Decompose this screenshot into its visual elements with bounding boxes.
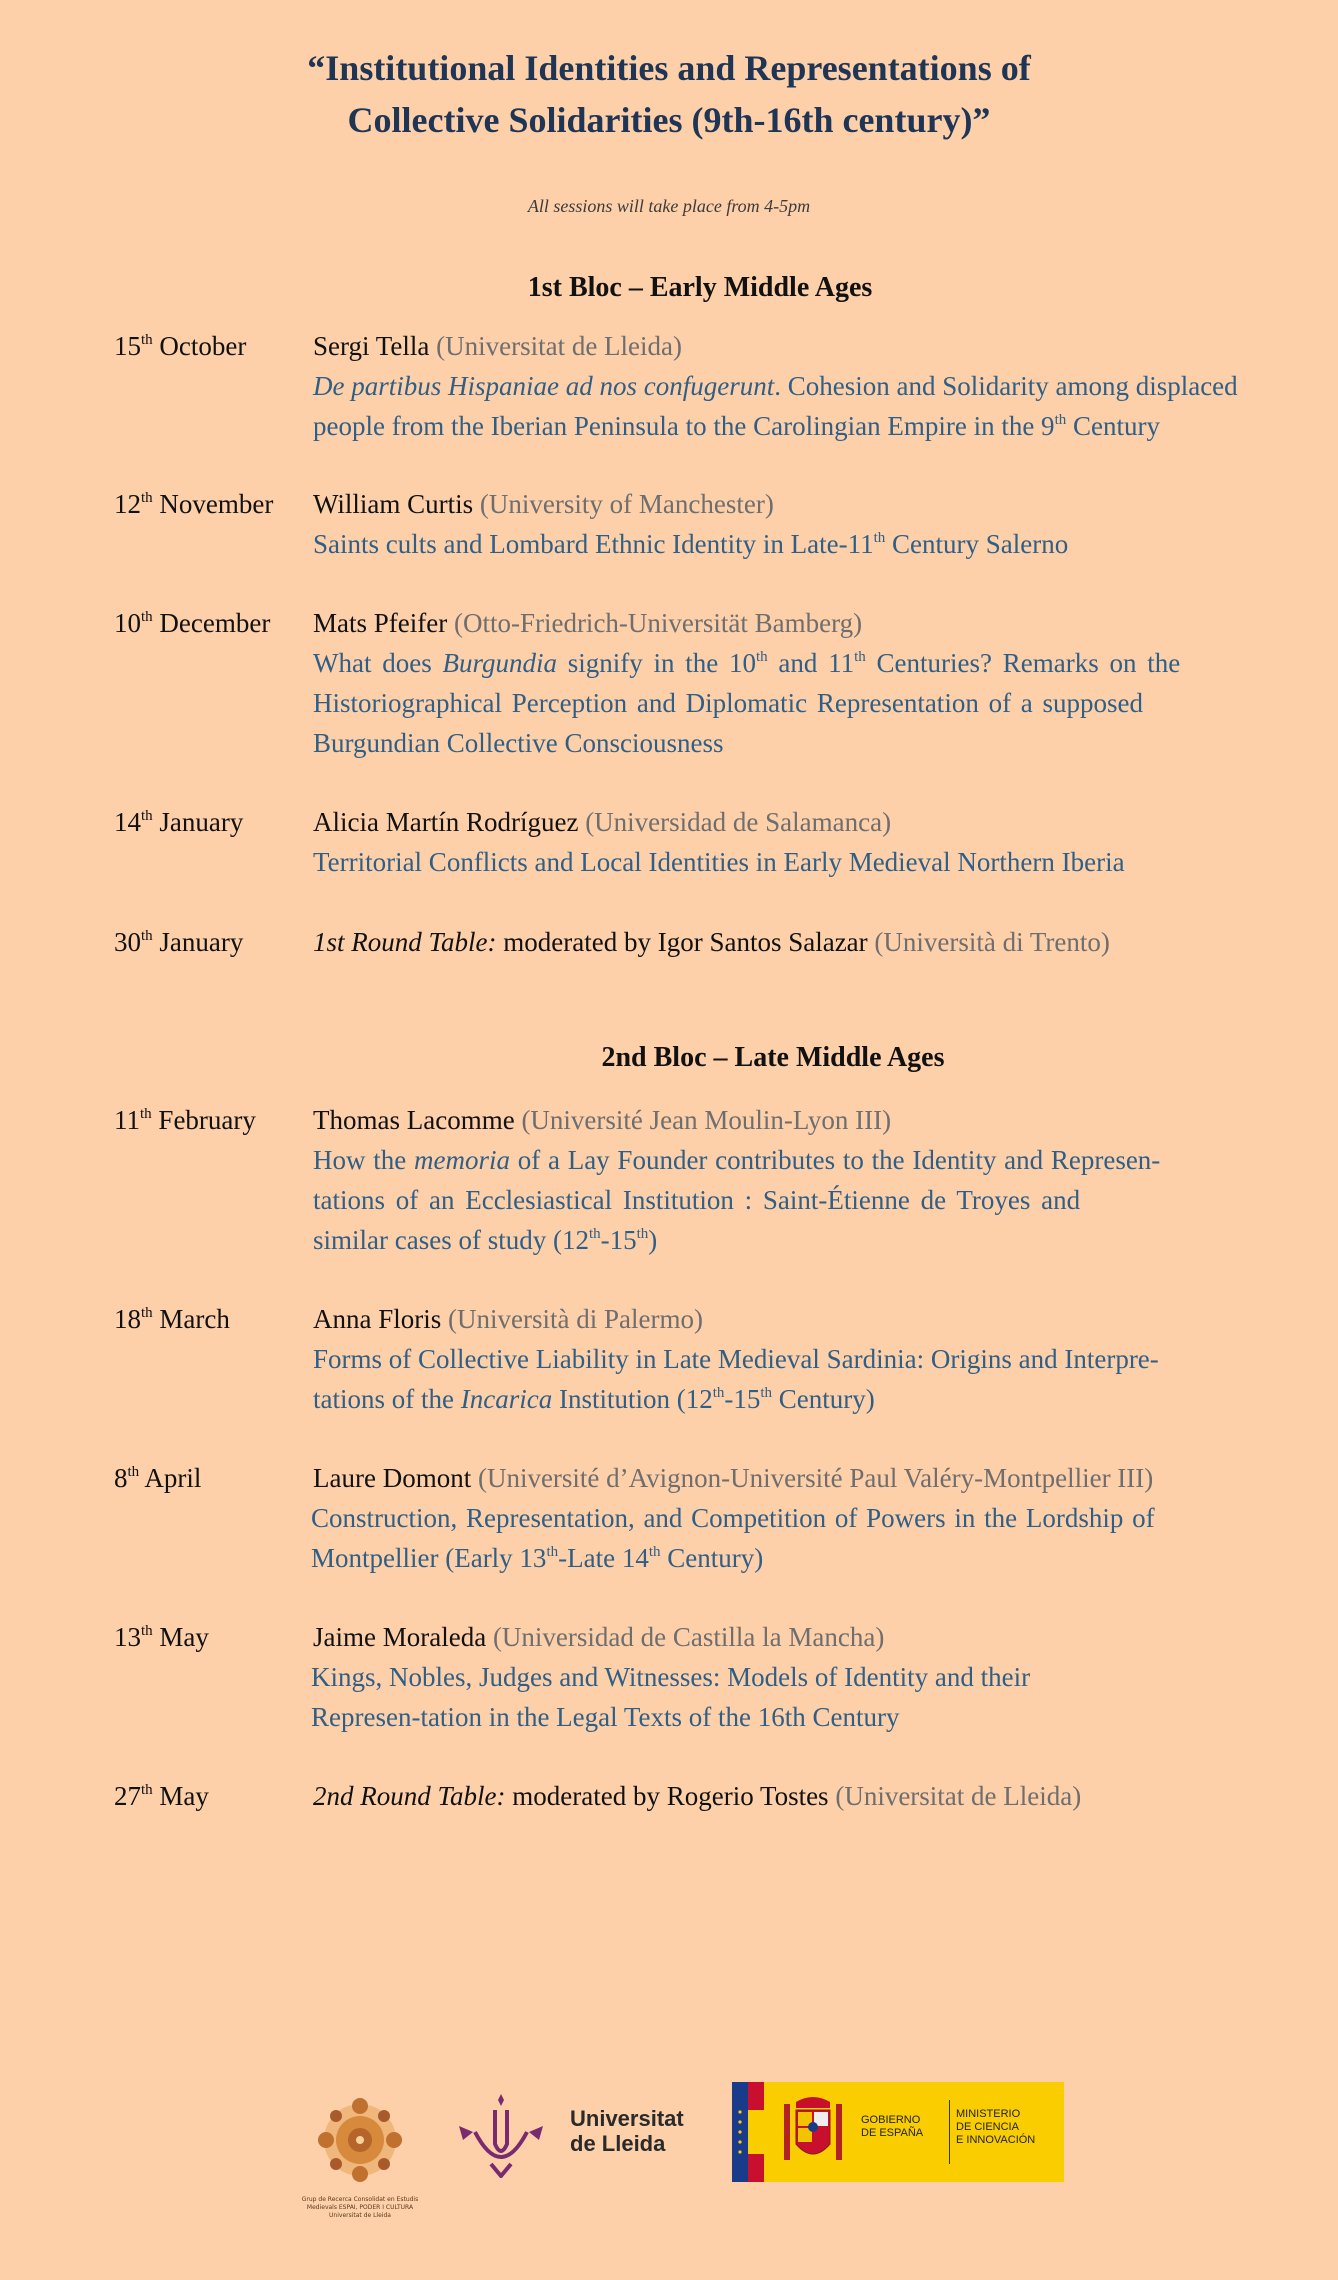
eu-spain-flag-icon: [732, 2082, 764, 2182]
session-date: 12th November: [114, 489, 274, 519]
session-date: 15th October: [114, 331, 247, 361]
sponsor-logos: [0, 2080, 1338, 2240]
bloc1-heading: 1st Bloc – Early Middle Ages: [527, 272, 873, 303]
institution: (Universitat de Lleida): [436, 331, 683, 361]
institution: (Université d’Avignon-Université Paul Valéry-Montpellier III): [477, 1463, 1154, 1493]
speaker: Mats Pfeifer (Otto-Friedrich-Universität Bamberg): [313, 608, 863, 638]
udl-wordmark: Universitat de Lleida: [570, 2106, 684, 2156]
spain-coat-of-arms-icon: [780, 2094, 846, 2170]
udl-emblem-icon: [455, 2092, 560, 2178]
round-table-text: 1st Round Table: moderated by Igor Santos Salazar (Università di Trento): [313, 927, 1110, 957]
session-date: 18th March: [114, 1304, 230, 1334]
speaker: Thomas Lacomme (Université Jean Moulin-Lyon III): [313, 1105, 892, 1135]
speaker: Alicia Martín Rodríguez (Universidad de Salamanca): [313, 807, 892, 837]
speaker: Laure Domont (Université d’Avignon-Université Paul Valéry-Montpellier III): [313, 1463, 1154, 1493]
research-group-caption: Grup de Recerca Consolidat en Estudis Medievals ESPAI, PODER I CULTURA Universitat de Lleida: [301, 2196, 419, 2219]
speaker: William Curtis (University of Manchester): [313, 489, 774, 519]
session-date: 27th May: [114, 1781, 209, 1811]
ministerio-text: MINISTERIO DE CIENCIA E INNOVACIÓN: [956, 2108, 1036, 2146]
round-table-text: 2nd Round Table: moderated by Rogerio Tostes (Universitat de Lleida): [313, 1781, 1082, 1811]
talk-title: Territorial Conflicts and Local Identities in Early Medieval Northern Iberia: [313, 847, 1125, 877]
talk-title: What does Burgundia signify in the 10th and 11th Centuries? Remarks on the Historiographical Perception and Diplomatic Representation of a supposed Burgundian Collective Consciousness: [313, 648, 1181, 758]
talk-title: Construction, Representation, and Competition of Powers in the Lordship of Montpellier (Early 13th-Late 14th Century): [311, 1503, 1155, 1573]
speaker: Sergi Tella (Universitat de Lleida): [313, 331, 683, 361]
schedule-note: All sessions will take place from 4-5pm: [527, 196, 811, 216]
talk-title: De partibus Hispaniae ad nos confugerunt. Cohesion and Solidarity among displaced people from the Iberian Peninsula to the Carolingian Empire in the 9th Century: [313, 371, 1238, 441]
research-group-logo: [301, 2092, 419, 2232]
talk-title: How the memoria of a Lay Founder contributes to the Identity and Represen- tations of an Ecclesiastical Institution : Saint-Étienne de Troyes and similar cases of study (12th-15th): [313, 1145, 1161, 1255]
logo-divider: [949, 2100, 950, 2164]
title-line-2: Collective Solidarities (9th-16th century)”: [347, 100, 991, 140]
research-group-emblem-icon: [310, 2092, 410, 2192]
session-date: 14th January: [114, 807, 244, 837]
session-date: 13th May: [114, 1622, 209, 1652]
title-line-1: “Institutional Identities and Representations of: [307, 48, 1031, 88]
institution: (Otto-Friedrich-Universität Bamberg): [453, 608, 863, 638]
institution: (Universidad de Salamanca): [585, 807, 892, 837]
talk-title: Kings, Nobles, Judges and Witnesses: Models of Identity and their Represen-tation in the Legal Texts of the 16th Century: [311, 1662, 1031, 1732]
talk-title: Saints cults and Lombard Ethnic Identity in Late-11th Century Salerno: [313, 529, 1069, 559]
universitat-lleida-logo: [455, 2092, 705, 2182]
gobierno-ministerio-logo: [732, 2082, 1064, 2182]
bloc2-heading: 2nd Bloc – Late Middle Ages: [601, 1042, 945, 1073]
gobierno-text: GOBIERNO DE ESPAÑA: [861, 2114, 924, 2139]
speaker: Jaime Moraleda (Universidad de Castilla la Mancha): [313, 1622, 885, 1652]
talk-title: Forms of Collective Liability in Late Medieval Sardinia: Origins and Interpre- tations of the Incarica Institution (12th-15th Century): [313, 1344, 1159, 1414]
speaker: Anna Floris (Università di Palermo): [313, 1304, 703, 1334]
institution: (University of Manchester): [479, 489, 774, 519]
page-title: [0, 42, 1338, 146]
institution: (Università di Palermo): [448, 1304, 703, 1334]
session-date: 11th February: [114, 1105, 256, 1135]
institution: (Universidad de Castilla la Mancha): [492, 1622, 885, 1652]
session-date: 30th January: [114, 927, 244, 957]
session-date: 8th April: [114, 1463, 202, 1493]
institution: (Université Jean Moulin-Lyon III): [521, 1105, 892, 1135]
session-date: 10th December: [114, 608, 271, 638]
